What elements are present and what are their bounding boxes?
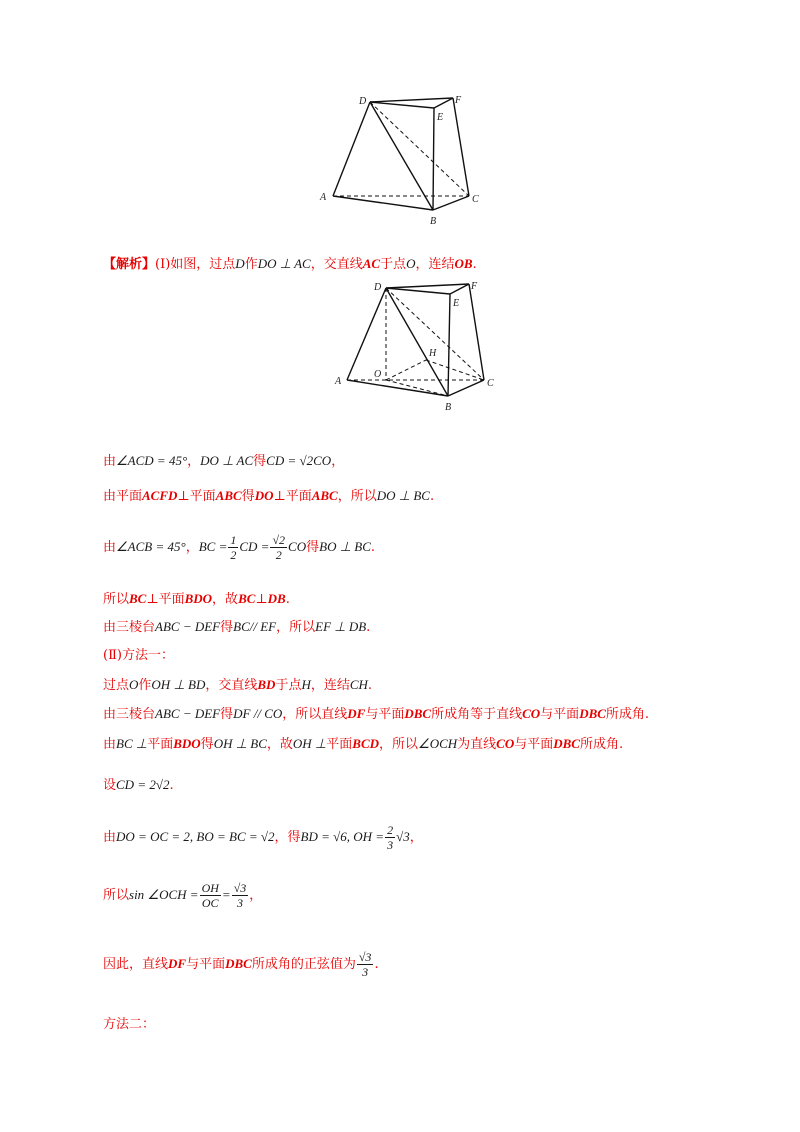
- edge-AB: [333, 196, 433, 210]
- label-D: D: [374, 282, 382, 293]
- edge-DB: [370, 102, 433, 210]
- edge-EB: [433, 108, 434, 210]
- step-frustum-parallel: 由三棱台ABC − DEF得BC// EF，所以EF ⊥ DB.: [103, 619, 371, 635]
- label-E: E: [453, 298, 460, 309]
- figure-1-frustum: [0, 90, 800, 234]
- step-lengths: 由DO = OC = 2, BO = BC = √2，得BD = √6, OH = $\frac{2}{3}$ √3，: [103, 823, 423, 852]
- edge-DC-dashed: [386, 288, 484, 380]
- step-angle-acb: 由∠ACB = 45°，BC = $\frac{1}{2}$ CD = $\frac{√2}{2}$ CO得BO ⊥ BC.: [103, 533, 376, 562]
- fraction-sqrt3-over-3: $\frac{√3}{3}$: [233, 881, 247, 910]
- edge-EF: [450, 284, 469, 294]
- edge-DC-dashed: [370, 102, 469, 196]
- fraction-oh-over-oc: $\frac{OH}{OC}$: [201, 881, 219, 910]
- step-df-parallel-co: 由三棱台ABC − DEF得DF // CO，所以直线DF与平面DBC所成角等于直线CO与平面DBC所成角.: [103, 706, 650, 722]
- label-F: F: [471, 281, 478, 292]
- edge-DF: [370, 98, 453, 102]
- label-A: A: [335, 376, 342, 387]
- solution-intro-line: 【解析】(Ⅰ)如图，过点D作DO ⊥ AC，交直线AC于点O，连结OB.: [103, 256, 477, 272]
- figure-2-svg: [0, 276, 800, 416]
- edge-BC: [433, 196, 469, 210]
- figure-1-svg: [0, 90, 800, 230]
- figure-2-frustum: [0, 276, 800, 420]
- part-two-method-one: (Ⅱ)方法一：: [103, 648, 174, 663]
- fraction-sqrt2-over-2: $\frac{√2}{2}$: [272, 533, 286, 562]
- edge-OH-dashed: [386, 360, 426, 380]
- step-bc-perp-plane: 所以BC⊥平面BDO，故BC⊥DB.: [103, 591, 290, 607]
- step-sine-och: 所以sin ∠OCH = $\frac{OH}{OC}$ = $\frac{√3}{3}$ ，: [103, 881, 263, 910]
- edge-DE: [386, 288, 450, 294]
- step-construct-oh: 过点O作OH ⊥ BD，交直线BD于点H，连结CH.: [103, 677, 373, 693]
- label-B: B: [430, 216, 437, 227]
- label-B: B: [445, 402, 452, 413]
- edge-BC: [448, 380, 484, 396]
- analysis-tag: 【解析】: [103, 257, 156, 272]
- label-F: F: [455, 95, 462, 106]
- fraction-two-thirds: $\frac{2}{3}$: [387, 823, 394, 852]
- step-set-cd: 设CD = 2√2.: [103, 777, 174, 793]
- fraction-one-half: $\frac{1}{2}$: [230, 533, 237, 562]
- edge-EB: [448, 294, 450, 396]
- conclusion-line: 因此，直线DF与平面DBC所成角的正弦值为 $\frac{√3}{3}$ .: [103, 950, 379, 979]
- label-H: H: [429, 348, 437, 359]
- label-C: C: [487, 378, 494, 389]
- edge-FC: [469, 284, 484, 380]
- label-O: O: [374, 369, 382, 380]
- step-angle-och: 由BC ⊥平面BDO得OH ⊥ BC，故OH ⊥平面BCD，所以∠OCH为直线CO与平面DBC所成角.: [103, 736, 624, 752]
- step-plane-perpendicular: 由平面ACFD⊥平面ABC得DO⊥平面ABC，所以DO ⊥ BC.: [103, 488, 435, 504]
- fraction-sqrt3-over-3-result: $\frac{√3}{3}$: [358, 950, 372, 979]
- step-angle-acd: 由∠ACD = 45°，DO ⊥ AC得CD = √2CO，: [103, 453, 345, 469]
- edge-DA: [333, 102, 370, 196]
- edge-DE: [370, 102, 434, 108]
- label-E: E: [437, 112, 444, 123]
- edge-FC: [453, 98, 469, 196]
- label-D: D: [359, 96, 367, 107]
- edge-HC-dashed: [426, 360, 484, 380]
- edge-EF: [434, 98, 453, 108]
- label-C: C: [472, 194, 479, 205]
- method-two-heading: 方法二：: [103, 1017, 156, 1032]
- label-A: A: [320, 192, 327, 203]
- edge-DA: [347, 288, 386, 380]
- edge-AB: [347, 380, 448, 396]
- edge-DF: [386, 284, 469, 288]
